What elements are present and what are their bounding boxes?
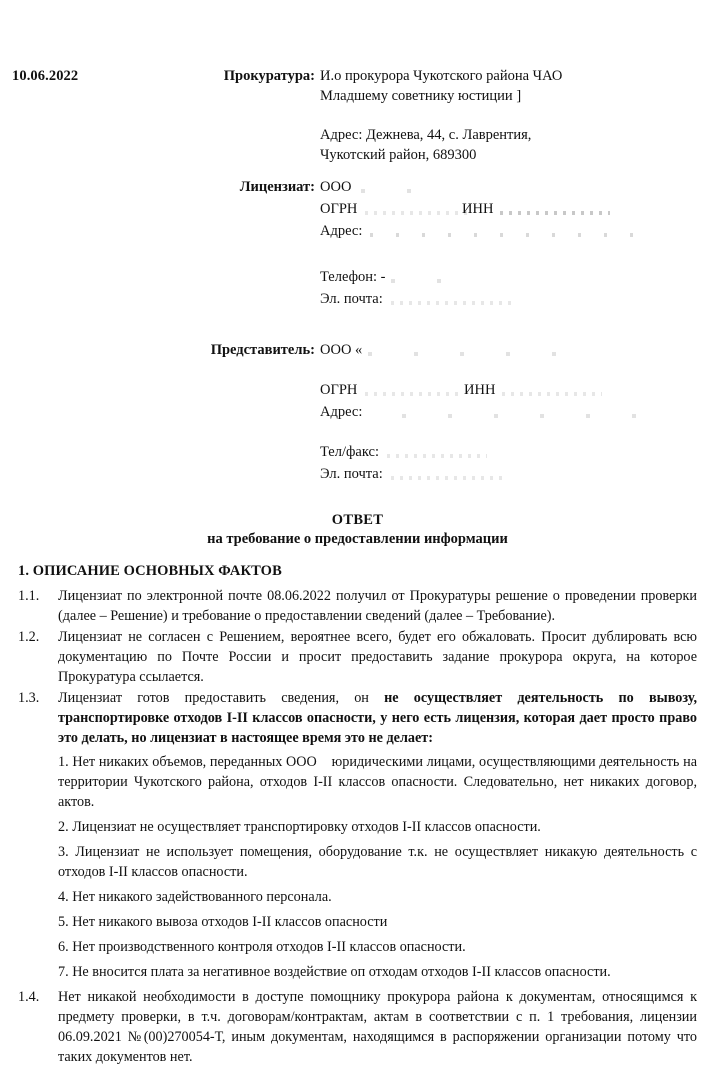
licensee-name-text: ООО	[320, 179, 352, 195]
list-item	[18, 586, 697, 626]
item-text: Нет никакой необходимости в доступе помощнику прокурора района к документам, относящимся к предмету проверки, в т.ч. договорам/контрактам, актам в соответствии с п. 1 требования, лицензии 06.09.2021 №(00)270054-Т, иным документам, находящимся в распоряжении организации потому что таких документов нет.	[58, 989, 697, 1065]
addressee-line-1: И.о прокурора Чукотского района ЧАО	[320, 68, 563, 84]
sub-list-item: 5. Нет никакого вывоза отходов I-II классов опасности	[58, 914, 388, 930]
representative-ogrn	[320, 382, 460, 399]
licensee-phone	[320, 269, 483, 286]
document-date: 10.06.2022	[12, 68, 79, 84]
item-number: 1.2.	[18, 629, 40, 645]
licensee-inn	[462, 201, 610, 218]
representative-address-redaction	[402, 408, 654, 418]
representative-address-label: Адрес:	[320, 404, 363, 420]
item-number: 1.1.	[18, 588, 40, 604]
licensee-name	[320, 179, 431, 196]
addressee-label: Прокуратура:	[223, 68, 315, 84]
licensee-email	[320, 291, 511, 308]
sub-list-item: 1. Нет никаких объемов, переданных ООО юридическими лицами, осуществляющими деятельность на территории Чукотского района, отходов I-II классов опасности. Следовательно, нет никаких договор, актов.	[58, 754, 697, 810]
licensee-address	[320, 223, 638, 240]
representative-ogrn-label: ОГРН	[320, 382, 358, 398]
licensee-ogrn-redaction	[365, 205, 470, 215]
representative-email-label: Эл. почта:	[320, 466, 383, 482]
representative-fax-redaction	[387, 448, 487, 458]
representative-fax	[320, 444, 487, 461]
licensee-ogrn-label: ОГРН	[320, 201, 358, 217]
addressee-line-2: Младшему советнику юстиции ]	[320, 88, 522, 104]
licensee-name-redaction	[361, 183, 431, 193]
licensee-address-redaction	[370, 227, 638, 237]
sub-facts-list	[58, 752, 697, 982]
sub-list-item: 2. Лицензиат не осуществляет транспортировку отходов I-II классов опасности.	[58, 819, 541, 835]
section-heading: 1. ОПИСАНИЕ ОСНОВНЫХ ФАКТОВ	[18, 563, 282, 579]
licensee-email-redaction	[391, 295, 511, 305]
item-number: 1.3.	[18, 690, 40, 706]
page-title: ОТВЕТ	[331, 512, 384, 528]
sub-list-item: 3. Лицензиат не использует помещения, оборудование т.к. не осуществляет никакую деятельность с отходов I-II классов опасности.	[58, 844, 697, 880]
licensee-inn-redaction	[500, 205, 610, 215]
addressee-address-line-2: Чукотский район, 689300	[320, 147, 477, 163]
representative-inn-label: ИНН	[464, 382, 496, 398]
licensee-address-label: Адрес:	[320, 223, 363, 239]
list-item	[18, 987, 697, 1067]
licensee-email-label: Эл. почта:	[320, 291, 383, 307]
representative-inn-redaction	[502, 386, 602, 396]
item-number: 1.4.	[18, 989, 40, 1005]
licensee-inn-label: ИНН	[462, 201, 494, 217]
list-item	[18, 688, 697, 748]
licensee-label: Лицензиат:	[239, 179, 315, 195]
item-text-plain: Лицензиат готов предоставить сведения, он	[58, 690, 385, 706]
item-text-emphasis: не осуществляет деятельность по вывозу, транспортировке отходов I-II классов опасности, у него есть лицензия, которая дает просто право это делать, но лицензиат в настоящее время это не делает:	[58, 690, 697, 746]
licensee-ogrn	[320, 201, 470, 218]
item-text: Лицензиат не согласен с Решением, вероятнее всего, будет его обжаловать. Просит дублировать всю документацию по Почте России и просит предоставить задание прокурора округа, на которое Прокуратура ссылается.	[58, 629, 697, 685]
facts-list	[18, 586, 697, 1068]
licensee-phone-redaction	[391, 273, 483, 283]
representative-email-redaction	[391, 470, 506, 480]
sub-list-item: 7. Не вносится плата за негативное воздействие оп отходам отходов I-II классов опасности.	[58, 964, 611, 980]
licensee-phone-label: Телефон: -	[320, 269, 386, 285]
representative-name-redaction	[368, 346, 590, 356]
sub-list-item: 4. Нет никакого задействованного персонала.	[58, 889, 332, 905]
representative-name-text: ООО «	[320, 342, 363, 358]
page-subtitle: на требование о предоставлении информации	[207, 531, 508, 547]
item-text: Лицензиат по электронной почте 08.06.2022 получил от Прокуратуры решение о проведении проверки (далее – Решение) и требование о предоставлении сведений (далее – Требование).	[58, 588, 697, 624]
sub-list-item: 6. Нет производственного контроля отходов I-II классов опасности.	[58, 939, 466, 955]
representative-fax-label: Тел/факс:	[320, 444, 379, 460]
list-item	[18, 627, 697, 687]
item-text	[58, 688, 697, 748]
representative-address	[320, 404, 654, 421]
representative-label: Представитель:	[210, 342, 315, 358]
representative-inn	[464, 382, 602, 399]
representative-name	[320, 342, 590, 359]
addressee-address-line-1: Адрес: Дежнева, 44, с. Лаврентия,	[320, 127, 532, 143]
representative-email	[320, 466, 506, 483]
representative-ogrn-redaction	[365, 386, 460, 396]
